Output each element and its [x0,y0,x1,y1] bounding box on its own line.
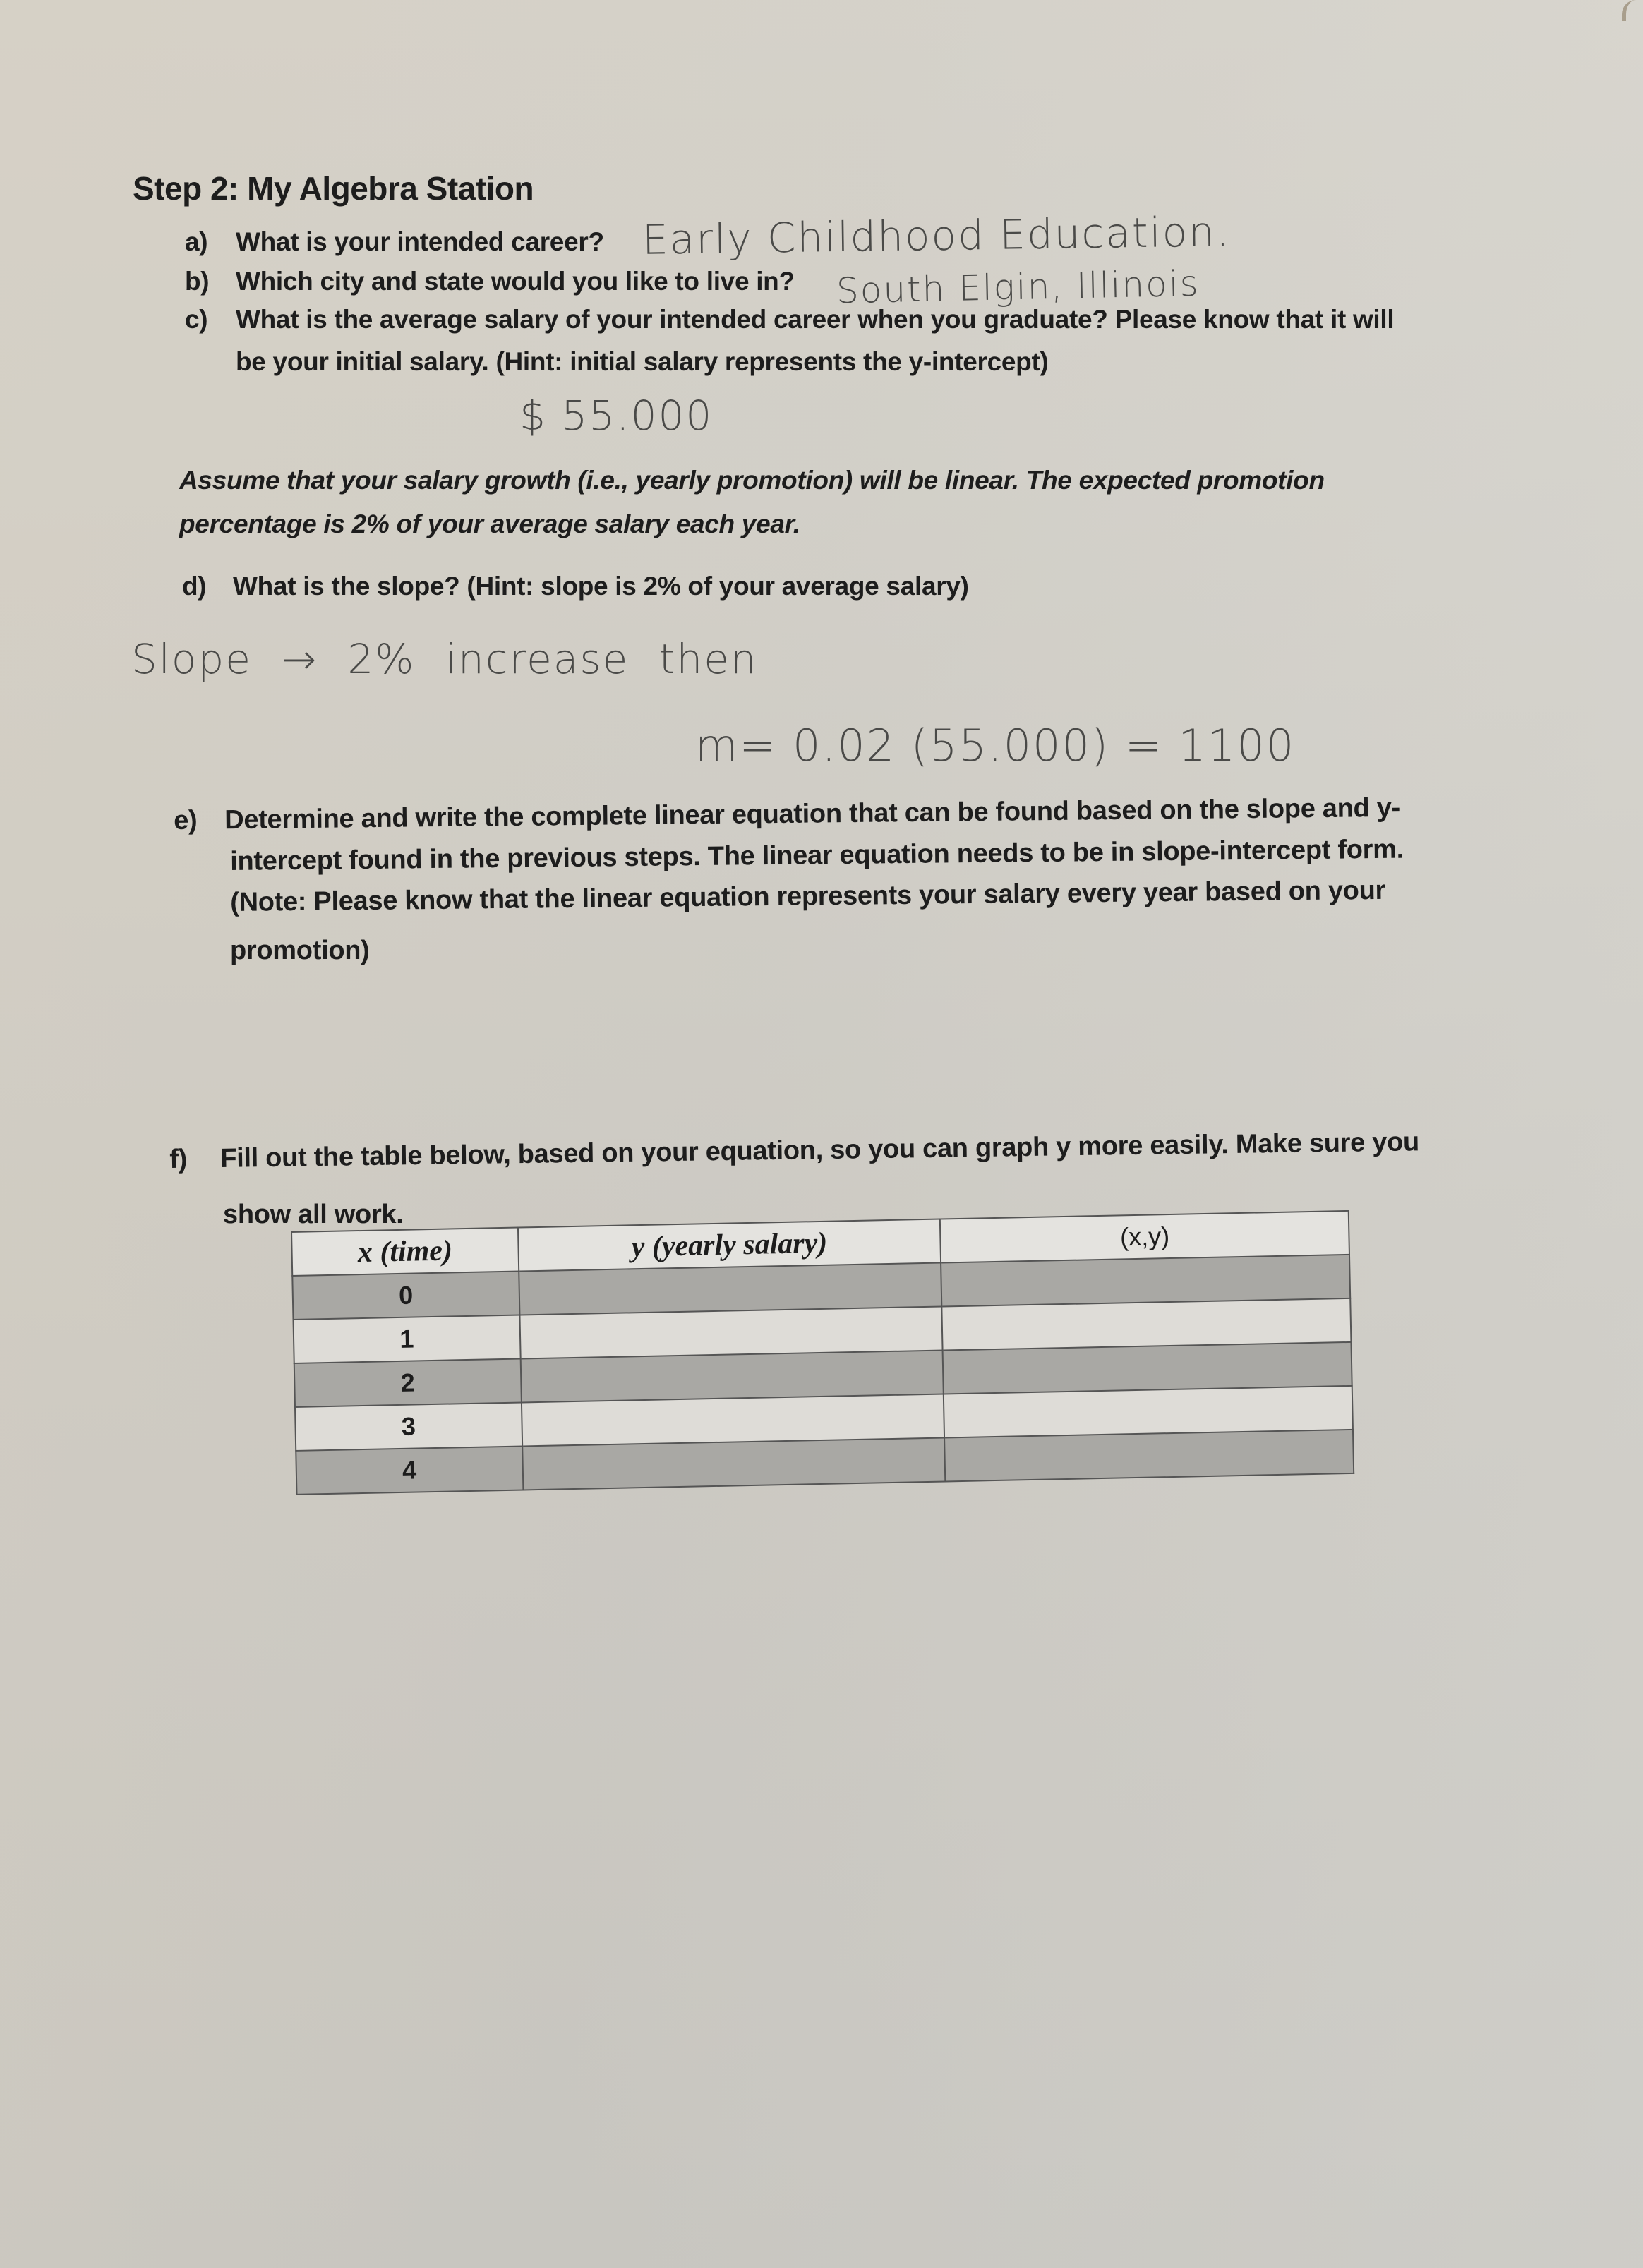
question-f-line2: show all work. [223,1200,404,1229]
initial-salary-emphasis: initial salary [335,347,482,376]
header-y-salary: y (yearly salary) [518,1219,941,1272]
cell-y-input[interactable] [522,1437,946,1490]
answer-b-location[interactable]: South Elgin, Illinois [836,263,1200,312]
cell-xy-input[interactable] [941,1255,1350,1307]
cell-xy-input[interactable] [944,1386,1353,1438]
question-c-label: c) [185,305,208,334]
answer-d-slope-note[interactable]: Slope → 2% increase then [131,635,758,683]
question-f-line1: f) Fill out the table below, based on your equation, so you can graph y more easily. Make sure you [169,1127,1420,1174]
question-b-label: b) [185,267,210,296]
answer-a-career[interactable]: Early Childhood Education. [642,207,1231,264]
question-d-label: d) [182,572,207,601]
question-c-line2: be your initial salary. (Hint: initial salary represents the y-intercept) [236,347,1049,376]
question-a-text: What is your intended career? [236,227,604,256]
question-f-label: f) [169,1144,188,1174]
question-e-line1: e) Determine and write the complete linear equation that can be found based on the slope and y- [174,792,1401,836]
cell-xy-input[interactable] [943,1342,1352,1394]
page-title: Step 2: My Algebra Station [133,170,534,207]
cell-x: 0 [292,1272,519,1320]
question-c-hint: . (Hint: initial salary represents the y-intercept) [481,347,1049,376]
promotion-rate-emphasis: 2% of your average salary [351,509,669,538]
question-b [185,267,795,296]
question-d [182,572,969,601]
cell-x: 2 [294,1359,522,1407]
salary-table [291,1210,1354,1495]
cell-x: 3 [295,1402,522,1450]
cell-x: 1 [294,1315,521,1363]
slope-intercept-emphasis: slope-intercept form. [1141,834,1404,867]
answer-c-salary[interactable]: $ 55.000 [519,392,714,440]
page-curl [1622,0,1643,21]
question-e-line2: intercept found in the previous steps. The linear equation needs to be in slope-intercept form. [230,834,1404,876]
cell-xy-input[interactable] [942,1298,1352,1351]
question-e-line4: promotion) [230,936,370,965]
cell-x: 4 [296,1446,523,1494]
question-b-text: Which city and state would you like to live in? [236,267,795,296]
header-xy: (x,y) [940,1211,1349,1263]
question-c-line1 [185,305,1394,334]
assumption-line1: Assume that your salary growth (i.e., yearly promotion) will be linear. The expected promotion [179,466,1325,495]
assumption-line2: percentage is 2% of your average salary each year. [179,509,800,538]
question-d-text: What is the slope? (Hint: slope is 2% of your average salary) [233,572,969,601]
cell-xy-input[interactable] [944,1430,1354,1482]
header-x-time: x (time) [291,1228,519,1276]
answer-d-slope-calc[interactable]: m= 0.02 (55.000) = 1100 [695,720,1296,771]
question-e-label: e) [174,805,198,836]
question-e-line3: (Note: Please know that the linear equation represents your salary every year based on your [230,875,1386,917]
question-a-label: a) [185,227,208,256]
question-c-text: What is the average salary of your intended career when you graduate? Please know that it will [236,305,1395,334]
answer-e-equation-area[interactable] [230,988,1430,1115]
question-a [185,227,604,257]
